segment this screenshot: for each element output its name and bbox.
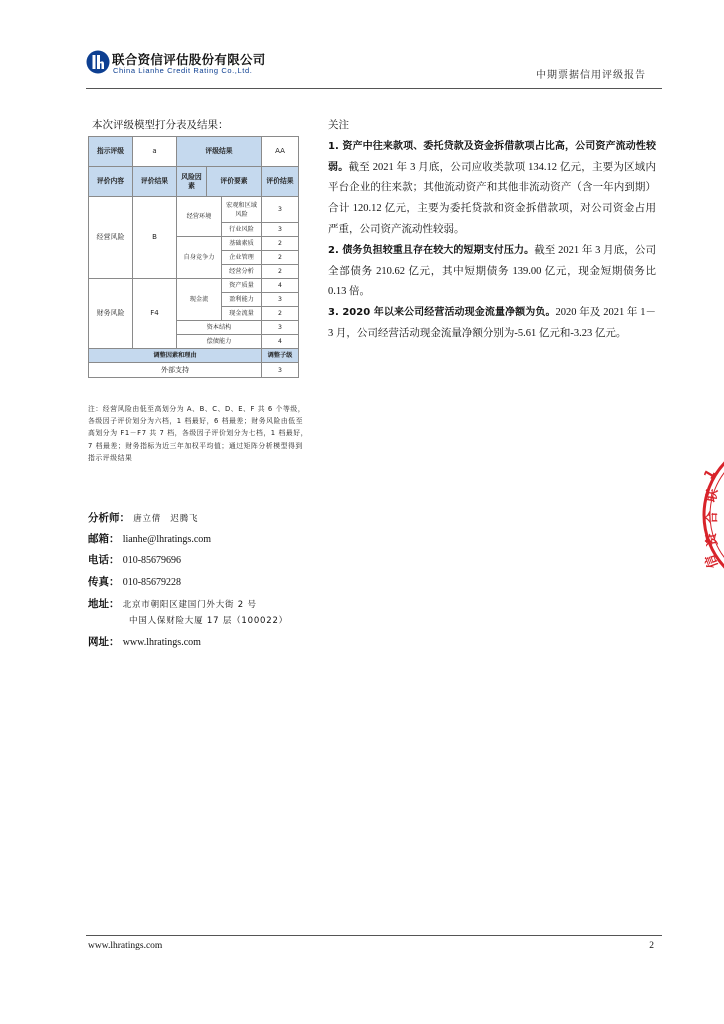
analyst-label: 分析师： bbox=[88, 512, 130, 524]
analyst-line bbox=[88, 510, 198, 525]
rating-model-table bbox=[88, 136, 299, 378]
svg-text:信: 信 bbox=[703, 552, 722, 571]
table-row bbox=[89, 279, 299, 293]
cell-factor: 经营分析 bbox=[222, 265, 262, 279]
cell-business-risk: 经营风险 bbox=[89, 197, 133, 279]
footer-divider bbox=[86, 935, 662, 936]
cell-score: 2 bbox=[262, 251, 299, 265]
fax-label: 传真： bbox=[88, 576, 120, 588]
concerns-section bbox=[328, 116, 656, 345]
col-header: 评价结果 bbox=[262, 167, 299, 197]
cell-environment: 经营环境 bbox=[177, 197, 222, 237]
table-header-row-2 bbox=[89, 167, 299, 197]
phone-value: 010-85679696 bbox=[122, 555, 182, 566]
fax-value: 010-85679228 bbox=[122, 577, 182, 588]
website-line bbox=[88, 634, 201, 649]
cell-business-result: B bbox=[133, 197, 177, 279]
cell-factor: 偿债能力 bbox=[177, 335, 262, 349]
phone-line bbox=[88, 552, 181, 567]
cell-rating-result-label: 评级结果 bbox=[177, 137, 262, 167]
cell-adjust-sub-header: 调整子级 bbox=[262, 349, 299, 363]
cell-score: 3 bbox=[262, 197, 299, 223]
email-link[interactable]: lianhe@lhratings.com bbox=[122, 534, 212, 545]
table-header-row-1 bbox=[89, 137, 299, 167]
svg-text:资: 资 bbox=[703, 531, 721, 548]
report-type: 中期票据信用评级报告 bbox=[536, 70, 646, 81]
cell-external-support: 外部支持 bbox=[89, 363, 262, 378]
phone-label: 电话： bbox=[88, 554, 120, 566]
cell-score: 3 bbox=[262, 321, 299, 335]
table-row bbox=[89, 363, 299, 378]
website-label: 网址： bbox=[88, 636, 120, 648]
header-divider bbox=[86, 88, 662, 89]
table-caption: 本次评级模型打分表及结果： bbox=[92, 119, 229, 131]
cell-competitiveness: 自身竞争力 bbox=[177, 237, 222, 279]
concern-3-title: 3. 2020 年以来公司经营活动现金流量净额为负。 bbox=[328, 307, 556, 319]
col-header: 评价要素 bbox=[207, 167, 262, 197]
cell-factor: 盈利能力 bbox=[222, 293, 262, 307]
company-name-cn: 联合资信评估股份有限公司 bbox=[112, 52, 266, 67]
concern-item-2 bbox=[328, 241, 656, 303]
concerns-heading: 关注 bbox=[328, 120, 349, 131]
cell-financial-risk: 财务风险 bbox=[89, 279, 133, 349]
email-line bbox=[88, 531, 211, 546]
page-number: 2 bbox=[649, 941, 654, 951]
concern-item-3 bbox=[328, 303, 656, 345]
address-label: 地址： bbox=[88, 598, 120, 610]
seal-stamp-icon bbox=[700, 430, 724, 600]
cell-cashflow: 现金流 bbox=[177, 279, 222, 321]
cell-score: 4 bbox=[262, 335, 299, 349]
cell-indicative-value: a bbox=[133, 137, 177, 167]
address-line-2 bbox=[129, 614, 288, 626]
cell-factor: 宏观和区域风险 bbox=[222, 197, 262, 223]
cell-adjust-header: 调整因素和理由 bbox=[89, 349, 262, 363]
cell-factor: 基础素质 bbox=[222, 237, 262, 251]
cell-financial-result: F4 bbox=[133, 279, 177, 349]
cell-score: 2 bbox=[262, 265, 299, 279]
analyst-value: 唐立倩 迟腾飞 bbox=[133, 514, 199, 524]
concern-3-text: 2020 年及 2021 年 1－3 月，公司经营活动现金流量净额分别为-5.61 亿元和-3.23 亿元。 bbox=[328, 307, 656, 339]
table-footnote: 注：经营风险由低至高划分为 A、B、C、D、E、F 共 6 个等级，各级因子评价划分为六档，1 档最好，6 档最差；财务风险由低至高划分为 F1－F7 共 7 档，各级因子评价划分为七档，1 档最好，7 档最差；财务指标为近三年加权平均值；通过矩阵分析模型得到指示评级结果 bbox=[88, 405, 309, 462]
cell-score: 3 bbox=[262, 293, 299, 307]
address-value: 北京市朝阳区建国门外大街 2 号 bbox=[122, 600, 257, 610]
concern-1-text: 截至 2021 年 3 月底，公司应收类款项 134.12 亿元，主要为区域内平台企业的往来款；其他流动资产和其他非流动资产（含一年内到期）合计 120.12 亿元，主要为委托贷款和资金拆借款项，对公司资金占用严重，公司资产流动性较弱。 bbox=[328, 161, 657, 235]
svg-text:1: 1 bbox=[701, 466, 719, 483]
cell-score: 3 bbox=[262, 363, 299, 378]
cell-factor: 行业风险 bbox=[222, 223, 262, 237]
cell-rating-result-value: AA bbox=[262, 137, 299, 167]
concern-2-text: 截至 2021 年 3 月底，公司全部债务 210.62 亿元，其中短期债务 139.00 亿元，现金短期债务比 0.13 倍。 bbox=[328, 244, 657, 298]
cell-indicative-label: 指示评级 bbox=[89, 137, 133, 167]
cell-score: 3 bbox=[262, 223, 299, 237]
fax-line bbox=[88, 574, 181, 589]
col-header: 风险因素 bbox=[177, 167, 207, 197]
svg-text:合: 合 bbox=[705, 510, 720, 524]
concern-2-title: 2. 债务负担较重且存在较大的短期支付压力。 bbox=[328, 244, 535, 256]
col-header: 评价内容 bbox=[89, 167, 133, 197]
footer-website[interactable]: www.lhratings.com bbox=[88, 941, 163, 951]
company-logo-icon bbox=[86, 50, 110, 74]
table-row bbox=[89, 197, 299, 223]
col-header: 评价结果 bbox=[133, 167, 177, 197]
table-adjust-header-row bbox=[89, 349, 299, 363]
cell-factor: 资本结构 bbox=[177, 321, 262, 335]
email-label: 邮箱： bbox=[88, 533, 120, 545]
concern-1-title: 1. 资产中往来款项、委托贷款及资金拆借款项占比高，公司资产流动性较弱。 bbox=[328, 140, 656, 173]
cell-factor: 现金流量 bbox=[222, 307, 262, 321]
concern-item-1 bbox=[328, 137, 656, 241]
cell-score: 2 bbox=[262, 237, 299, 251]
cell-score: 2 bbox=[262, 307, 299, 321]
cell-factor: 资产质量 bbox=[222, 279, 262, 293]
cell-factor: 企业管理 bbox=[222, 251, 262, 265]
address-value-2: 中国人保财险大厦 17 层（100022） bbox=[129, 616, 288, 626]
svg-text:联: 联 bbox=[704, 487, 722, 504]
website-link[interactable]: www.lhratings.com bbox=[122, 637, 201, 648]
company-name-en: China Lianhe Credit Rating Co.,Ltd. bbox=[113, 66, 253, 75]
cell-score: 4 bbox=[262, 279, 299, 293]
address-line bbox=[88, 596, 257, 611]
